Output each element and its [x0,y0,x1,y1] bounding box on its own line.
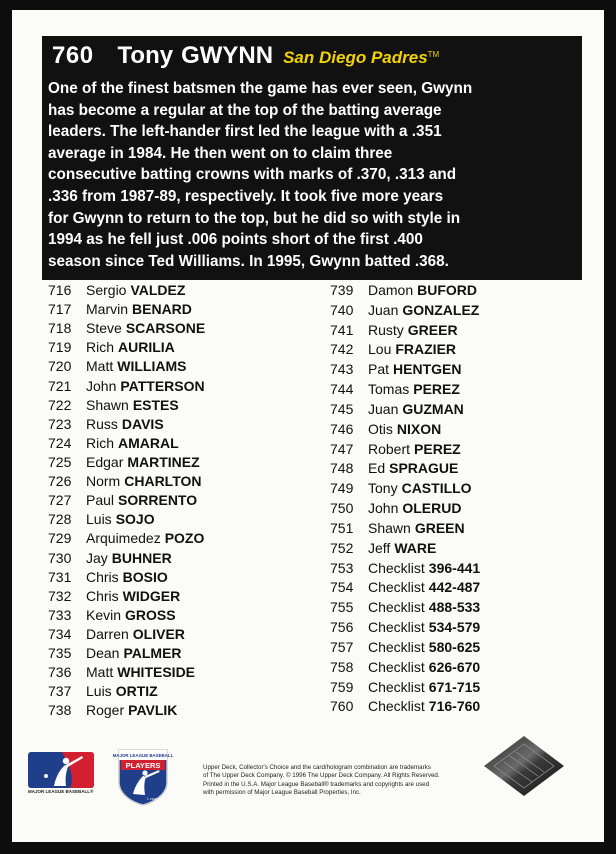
checklist-row [48,434,205,453]
checklist-card-number: 752 [330,539,354,556]
checklist-row [330,678,480,698]
checklist-last-name: CHARLTON [124,473,202,490]
checklist-first-name: Jeff [368,539,391,556]
checklist-card-number: 738 [48,702,72,719]
checklist-card-number: 721 [48,377,72,394]
checklist-card-number: 748 [330,460,354,477]
checklist-card-number: 741 [330,321,354,338]
checklist-last-name: WIDGER [122,587,181,604]
checklist-first-name: Chris [86,568,119,585]
checklist-first-name: Jay [86,549,108,566]
checklist-first-name: Shawn [86,396,129,413]
checklist-last-name: GREEN [414,519,465,536]
checklist-first-name: Ed [368,460,386,477]
checklist-first-name: Tony [368,480,398,497]
checklist-first-name: Otis [368,420,393,437]
checklist-left-column [48,281,205,721]
checklist-last-name: BOSIO [122,568,168,585]
checklist-row [48,606,205,625]
checklist-first-name: Norm [86,473,121,490]
checklist-card-number: 746 [330,420,354,437]
checklist-row [330,440,480,460]
checklist-card-number: 745 [330,400,354,417]
checklist-last-name: FRAZIER [395,341,457,358]
checklist-card-number: 732 [48,587,72,604]
checklist-first-name: Rusty [368,321,404,338]
checklist-row [330,420,480,440]
checklist-first-name: Pat [368,361,390,378]
checklist-first-name: Juan [368,301,399,318]
checklist-last-name: PEREZ [414,440,461,457]
checklist-row [48,587,205,606]
checklist-card-number: 758 [330,658,354,675]
legal-text: Upper Deck, Collector's Choice and the card/hologram combination are trademarks of The Upper Deck Company. © 1996 The Upper Deck Company. All Rights Reserved. Printed in the U.S.A. Major League Baseball® trademarks and copyrights are used with permission of Major League Baseball Properties, Inc. [203,764,440,797]
checklist-row [330,281,480,301]
checklist-row [48,491,205,510]
checklist-first-name: Kevin [86,606,122,623]
checklist-last-name: GREER [407,321,458,338]
trademark-mark: TM [427,50,440,59]
checklist-card-number: 728 [48,511,72,528]
checklist-last-name: BUFORD [417,282,478,298]
checklist-row [330,360,480,380]
checklist-card-number: 717 [48,301,72,318]
checklist-card-number: 757 [330,638,354,655]
checklist-row [48,472,205,491]
checklist-row [48,338,205,357]
checklist-last-name: SPRAGUE [389,460,459,477]
checklist-first-name: John [86,377,117,394]
players-logo-top-text: MAJOR LEAGUE BASEBALL [112,753,174,758]
checklist-last-name: DAVIS [121,415,164,432]
checklist-last-name: NIXON [396,420,442,437]
players-logo-copyright: © 1996 MLBPA [146,797,168,801]
checklist-card-number: 730 [48,549,72,566]
checklist-row [48,644,205,663]
checklist-card-number: 719 [48,339,72,356]
checklist-last-name: PEREZ [413,381,460,398]
checklist-card-number: 725 [48,453,72,470]
checklist-last-name: GONZALEZ [402,301,480,318]
checklist-row [330,519,480,539]
checklist-last-name: PALMER [123,645,182,662]
checklist-card-number: 754 [330,579,354,596]
checklist-first-name: Darren [86,625,129,642]
checklist-row [48,701,205,720]
checklist-last-name: AMARAL [118,434,179,451]
checklist-last-name: WARE [394,539,437,556]
checklist-card-number: 733 [48,606,72,623]
checklist-row [48,529,205,548]
checklist-row [330,539,480,559]
hologram-diamond-icon [482,734,566,798]
checklist-first-name: Checklist [368,658,425,675]
checklist-last-name: CASTILLO [401,480,472,497]
checklist-row [330,340,480,360]
checklist-first-name: Robert [368,440,411,457]
checklist-card-number: 755 [330,599,354,616]
checklist-first-name: Checklist [368,559,425,576]
checklist-last-name: ESTES [132,396,179,413]
checklist-first-name: Matt [86,358,114,375]
checklist-last-name: 534-579 [428,619,481,636]
checklist-row [330,459,480,479]
checklist-last-name: OLERUD [402,500,462,517]
checklist-card-number: 751 [330,519,354,536]
checklist-card-number: 759 [330,678,354,695]
player-last-name: GWYNN [181,42,274,69]
checklist-last-name: BENARD [132,301,192,318]
checklist-row [48,549,205,568]
player-bio-text: One of the finest batsmen the game has ever seen, Gwynn has become a regular at the top of the batting average leaders. The left-hander first led the league with a .351 average in 1984. He then went on to claim three consecutive batting crowns with marks of .370, .313 and .336 from 1987-89, respectively. It took five more years for Gwynn to return to the top, but he did so with style in 1994 as he fell just .006 points short of the first .400 season since Ted Williams. In 1995, Gwynn batted .368. [48,80,473,270]
checklist-card-number: 747 [330,440,354,457]
checklist-last-name: WILLIAMS [117,358,187,375]
mlb-logo-icon [28,752,94,788]
checklist-row [330,559,480,579]
title-row [52,42,439,74]
checklist-last-name: AURILIA [118,339,175,356]
checklist-row [48,625,205,644]
checklist-first-name: Steve [86,320,122,337]
checklist-first-name: Checklist [368,678,425,695]
checklist-card-number: 742 [330,341,354,358]
checklist-first-name: Luis [86,683,112,700]
checklist-card-number: 744 [330,381,354,398]
checklist-row [48,568,205,587]
checklist-last-name: 442-487 [428,579,481,596]
checklist-card-number: 753 [330,559,354,576]
checklist-last-name: 488-533 [428,599,481,616]
checklist-row [330,380,480,400]
checklist-card-number: 724 [48,434,72,451]
checklist-last-name: SOJO [115,511,155,528]
checklist-first-name: John [368,500,399,517]
checklist-card-number: 720 [48,358,72,375]
checklist-last-name: BUHNER [111,549,172,566]
checklist-first-name: Checklist [368,579,425,596]
checklist-first-name: Sergio [86,282,127,298]
checklist-row [48,281,205,300]
checklist-row [330,618,480,638]
checklist-last-name: 396-441 [428,559,481,576]
checklist-card-number: 726 [48,473,72,490]
checklist-row [330,638,480,658]
checklist-right-column [330,281,480,717]
checklist-first-name: Rich [86,434,115,451]
checklist-card-number: 760 [330,698,354,715]
checklist-last-name: MARTINEZ [127,453,200,470]
checklist-card-number: 735 [48,645,72,662]
checklist-row [48,510,205,529]
players-logo-word: PLAYERS [125,761,161,770]
checklist-row [48,377,205,396]
checklist-first-name: Chris [86,587,119,604]
checklist-first-name: Juan [368,400,399,417]
checklist-first-name: Tomas [368,381,410,398]
checklist-first-name: Checklist [368,698,425,715]
checklist-first-name: Shawn [368,519,411,536]
checklist-row [48,396,205,415]
checklist-card-number: 718 [48,320,72,337]
checklist-row [330,321,480,341]
checklist-first-name: Paul [86,492,115,509]
checklist-first-name: Arquimedez [86,530,161,547]
checklist-first-name: Luis [86,511,112,528]
player-bio-box [42,36,582,280]
checklist-row [48,300,205,319]
checklist-last-name: 671-715 [428,678,481,695]
checklist-row [48,682,205,701]
checklist-row [48,319,205,338]
checklist-row [330,658,480,678]
checklist-row [48,453,205,472]
checklist-card-number: 716 [48,282,72,298]
checklist-row [330,697,480,717]
checklist-row [330,400,480,420]
checklist-last-name: 580-625 [428,638,481,655]
checklist-first-name: Checklist [368,638,425,655]
checklist-card-number: 737 [48,683,72,700]
checklist-last-name: PAVLIK [128,702,178,719]
checklist-row [330,499,480,519]
mlb-players-logo-icon [112,748,174,806]
checklist-last-name: GUZMAN [402,400,464,417]
checklist-last-name: HENTGEN [393,361,462,378]
player-first-name: Tony [117,42,174,69]
checklist-last-name: SCARSONE [125,320,206,337]
mlb-logo-text: MAJOR LEAGUE BASEBALL® [28,789,94,794]
checklist-first-name: Damon [368,282,414,298]
checklist-card-number: 743 [330,361,354,378]
checklist-card-number: 749 [330,480,354,497]
checklist-last-name: WHITESIDE [117,664,196,681]
checklist-row [330,301,480,321]
checklist-last-name: SORRENTO [118,492,198,509]
checklist-card-number: 736 [48,664,72,681]
checklist-last-name: PATTERSON [120,377,205,394]
checklist-last-name: POZO [164,530,205,547]
checklist-card-number: 734 [48,625,72,642]
checklist-card-number: 740 [330,301,354,318]
checklist-card-number: 756 [330,619,354,636]
checklist-card-number: 731 [48,568,72,585]
checklist-card-number: 739 [330,282,354,298]
checklist-first-name: Lou [368,341,392,358]
checklist-row [48,415,205,434]
checklist-card-number: 750 [330,500,354,517]
checklist-first-name: Dean [86,645,120,662]
checklist-first-name: Checklist [368,619,425,636]
checklist-last-name: 626-670 [428,658,481,675]
checklist-card-number: 722 [48,396,72,413]
checklist-card-number: 723 [48,415,72,432]
checklist-first-name: Russ [86,415,118,432]
checklist-first-name: Roger [86,702,125,719]
checklist-row [330,479,480,499]
checklist-last-name: ORTIZ [115,683,158,700]
checklist-last-name: 716-760 [428,698,481,715]
checklist-first-name: Marvin [86,301,129,318]
checklist-last-name: VALDEZ [130,282,186,298]
checklist-row [48,357,205,376]
checklist-last-name: OLIVER [132,625,185,642]
checklist-first-name: Matt [86,664,114,681]
checklist-first-name: Edgar [86,453,124,470]
checklist-first-name: Rich [86,339,115,356]
card-number: 760 [52,42,94,69]
checklist-last-name: GROSS [125,606,176,623]
team-name: San Diego Padres [283,48,428,67]
checklist-row [330,598,480,618]
checklist-card-number: 729 [48,530,72,547]
checklist-first-name: Checklist [368,599,425,616]
checklist-card-number: 727 [48,492,72,509]
checklist-row [48,663,205,682]
checklist-row [330,578,480,598]
